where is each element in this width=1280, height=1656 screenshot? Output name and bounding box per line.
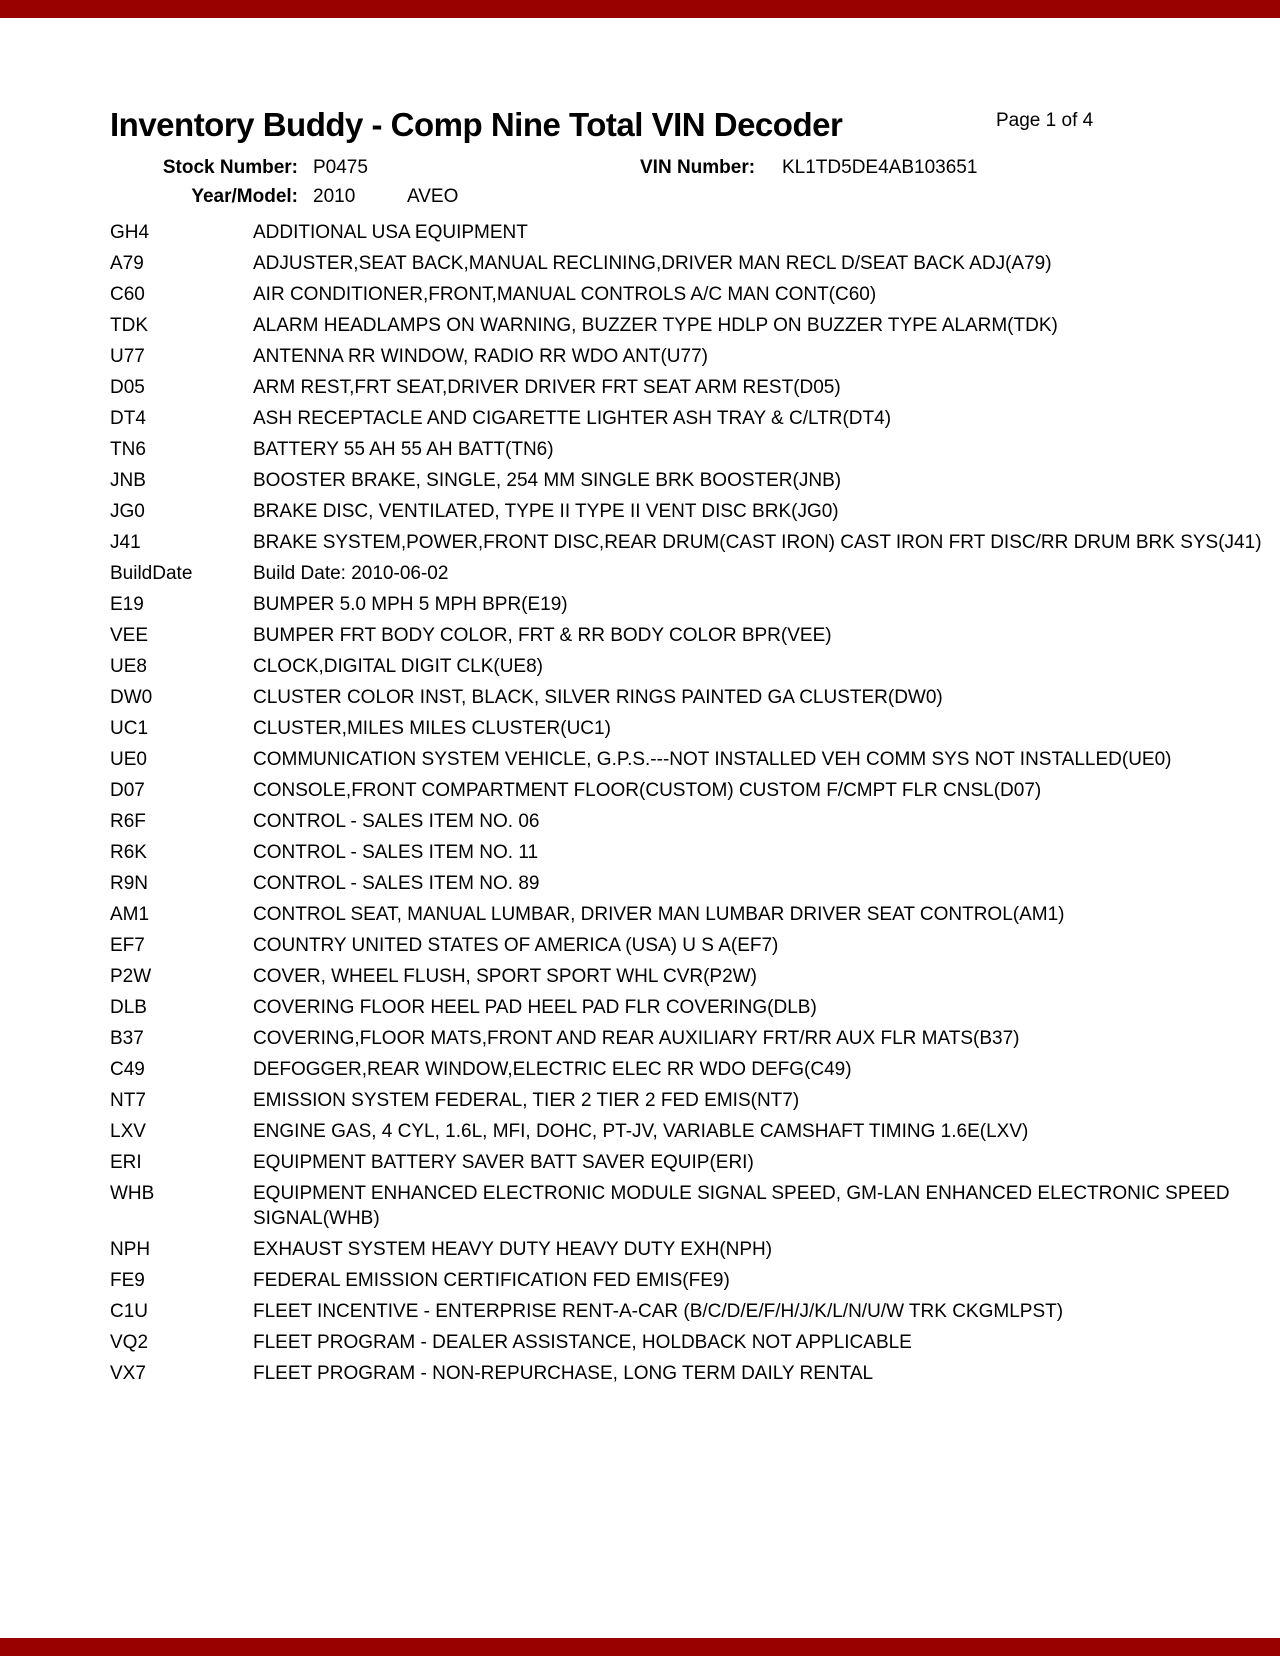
option-row [110,1237,1276,1262]
option-description: ALARM HEADLAMPS ON WARNING, BUZZER TYPE HDLP ON BUZZER TYPE ALARM(TDK) [253,315,1058,336]
option-row [110,282,1276,307]
option-row [110,902,1276,927]
option-description: ADDITIONAL USA EQUIPMENT [253,222,528,243]
option-description: AIR CONDITIONER,FRONT,MANUAL CONTROLS A/C MAN CONT(C60) [253,284,877,305]
option-description: COUNTRY UNITED STATES OF AMERICA (USA) U S A(EF7) [253,935,779,956]
option-row [110,995,1276,1020]
option-description: BRAKE DISC, VENTILATED, TYPE II TYPE II VENT DISC BRK(JG0) [253,501,839,522]
option-row [110,685,1276,710]
option-code: U77 [110,346,145,367]
option-code: TN6 [110,439,146,460]
option-description: EQUIPMENT ENHANCED ELECTRONIC MODULE SIGNAL SPEED, GM-LAN ENHANCED ELECTRONIC SPEED SIGNAL(WHB) [253,1183,1230,1229]
top-edge-bar [0,0,1280,18]
option-code: AM1 [110,904,150,925]
option-code: VEE [110,625,149,646]
vin-number-label: VIN Number: [640,157,756,178]
option-code: ERI [110,1152,142,1173]
option-row [110,406,1276,431]
option-description: COVERING,FLOOR MATS,FRONT AND REAR AUXILIARY FRT/RR AUX FLR MATS(B37) [253,1028,1020,1049]
option-code: NT7 [110,1090,146,1111]
option-description: CONTROL - SALES ITEM NO. 06 [253,811,540,832]
option-code: E19 [110,594,144,615]
option-description: FEDERAL EMISSION CERTIFICATION FED EMIS(FE9) [253,1270,730,1291]
option-code: EF7 [110,935,145,956]
option-description: BUMPER 5.0 MPH 5 MPH BPR(E19) [253,594,568,615]
option-description: CONTROL - SALES ITEM NO. 11 [253,842,539,863]
option-row [110,1181,1276,1231]
option-code: BuildDate [110,563,193,584]
option-code: JNB [110,470,146,491]
option-code: D07 [110,780,145,801]
option-code: LXV [110,1121,146,1142]
option-code: J41 [110,532,141,553]
option-code: C1U [110,1301,149,1322]
option-row [110,499,1276,524]
option-description: BATTERY 55 AH 55 AH BATT(TN6) [253,439,554,460]
page-title: Inventory Buddy - Comp Nine Total VIN Decoder [110,106,843,143]
page-indicator: Page 1 of 4 [996,110,1094,131]
option-row [110,1119,1276,1144]
option-code: R6K [110,842,147,863]
option-row [110,778,1276,803]
vin-number-value: KL1TD5DE4AB103651 [782,157,978,178]
option-row [110,1330,1276,1355]
option-code: VX7 [110,1363,146,1384]
option-description: ARM REST,FRT SEAT,DRIVER DRIVER FRT SEAT ARM REST(D05) [253,377,841,398]
option-row [110,1268,1276,1293]
option-description: EQUIPMENT BATTERY SAVER BATT SAVER EQUIP(ERI) [253,1152,754,1173]
option-description: EMISSION SYSTEM FEDERAL, TIER 2 TIER 2 FED EMIS(NT7) [253,1090,800,1111]
option-row [110,468,1276,493]
option-row [110,716,1276,741]
option-row [110,747,1276,772]
option-row [110,344,1276,369]
option-code: DLB [110,997,147,1018]
option-code: C49 [110,1059,145,1080]
option-row [110,313,1276,338]
option-row [110,871,1276,896]
model-value: AVEO [407,186,459,207]
option-row [110,592,1276,617]
option-description: CONTROL SEAT, MANUAL LUMBAR, DRIVER MAN LUMBAR DRIVER SEAT CONTROL(AM1) [253,904,1065,925]
option-row [110,1361,1276,1386]
option-row [110,840,1276,865]
option-row [110,809,1276,834]
option-code: B37 [110,1028,144,1049]
option-row [110,220,1276,245]
option-row [110,251,1276,276]
option-code: WHB [110,1183,155,1204]
option-code: DW0 [110,687,153,708]
option-description: Build Date: 2010-06-02 [253,563,449,584]
year-value: 2010 [313,186,356,207]
year-model-label: Year/Model: [191,186,298,207]
option-description: FLEET PROGRAM - NON-REPURCHASE, LONG TERM DAILY RENTAL [253,1363,874,1384]
option-code: VQ2 [110,1332,149,1353]
option-row [110,1026,1276,1051]
option-description: COMMUNICATION SYSTEM VEHICLE, G.P.S.---NOT INSTALLED VEH COMM SYS NOT INSTALLED(UE0) [253,749,1172,770]
option-row [110,1088,1276,1113]
stock-number-label: Stock Number: [162,157,298,178]
option-code: A79 [110,253,144,274]
option-code: C60 [110,284,145,305]
option-code: NPH [110,1239,151,1260]
option-description: FLEET PROGRAM - DEALER ASSISTANCE, HOLDBACK NOT APPLICABLE [253,1332,912,1353]
option-description: ENGINE GAS, 4 CYL, 1.6L, MFI, DOHC, PT-JV, VARIABLE CAMSHAFT TIMING 1.6E(LXV) [253,1121,1029,1142]
option-description: CONTROL - SALES ITEM NO. 89 [253,873,540,894]
option-row [110,654,1276,679]
option-description: CONSOLE,FRONT COMPARTMENT FLOOR(CUSTOM) CUSTOM F/CMPT FLR CNSL(D07) [253,780,1042,801]
options-list [110,220,1276,1392]
option-code: GH4 [110,222,150,243]
option-code: TDK [110,315,148,336]
option-code: R6F [110,811,146,832]
option-description: CLUSTER,MILES MILES CLUSTER(UC1) [253,718,611,739]
option-row [110,1057,1276,1082]
option-description: BOOSTER BRAKE, SINGLE, 254 MM SINGLE BRK BOOSTER(JNB) [253,470,842,491]
option-description: ADJUSTER,SEAT BACK,MANUAL RECLINING,DRIVER MAN RECL D/SEAT BACK ADJ(A79) [253,253,1052,274]
option-description: DEFOGGER,REAR WINDOW,ELECTRIC ELEC RR WDO DEFG(C49) [253,1059,852,1080]
option-code: P2W [110,966,152,987]
option-description: CLUSTER COLOR INST, BLACK, SILVER RINGS PAINTED GA CLUSTER(DW0) [253,687,943,708]
option-description: ASH RECEPTACLE AND CIGARETTE LIGHTER ASH TRAY & C/LTR(DT4) [253,408,892,429]
option-row [110,530,1276,555]
option-code: D05 [110,377,145,398]
option-description: COVERING FLOOR HEEL PAD HEEL PAD FLR COVERING(DLB) [253,997,817,1018]
option-row [110,1150,1276,1175]
stock-number-value: P0475 [313,157,368,178]
option-code: FE9 [110,1270,145,1291]
option-code: DT4 [110,408,146,429]
option-description: BRAKE SYSTEM,POWER,FRONT DISC,REAR DRUM(CAST IRON) CAST IRON FRT DISC/RR DRUM BRK SYS(J41) [253,532,1262,553]
option-row [110,933,1276,958]
option-description: EXHAUST SYSTEM HEAVY DUTY HEAVY DUTY EXH(NPH) [253,1239,773,1260]
option-description: COVER, WHEEL FLUSH, SPORT SPORT WHL CVR(P2W) [253,966,757,987]
option-row [110,964,1276,989]
option-description: BUMPER FRT BODY COLOR, FRT & RR BODY COLOR BPR(VEE) [253,625,832,646]
bottom-edge-bar [0,1638,1280,1656]
option-description: FLEET INCENTIVE - ENTERPRISE RENT-A-CAR (B/C/D/E/F/H/J/K/L/N/U/W TRK CKGMLPST) [253,1301,1064,1322]
option-description: ANTENNA RR WINDOW, RADIO RR WDO ANT(U77) [253,346,708,367]
option-row [110,623,1276,648]
option-code: UC1 [110,718,149,739]
option-code: UE8 [110,656,147,677]
option-row [110,437,1276,462]
option-row [110,1299,1276,1324]
option-code: R9N [110,873,149,894]
option-row [110,561,1276,586]
option-description: CLOCK,DIGITAL DIGIT CLK(UE8) [253,656,543,677]
option-code: UE0 [110,749,147,770]
option-row [110,375,1276,400]
option-code: JG0 [110,501,145,522]
